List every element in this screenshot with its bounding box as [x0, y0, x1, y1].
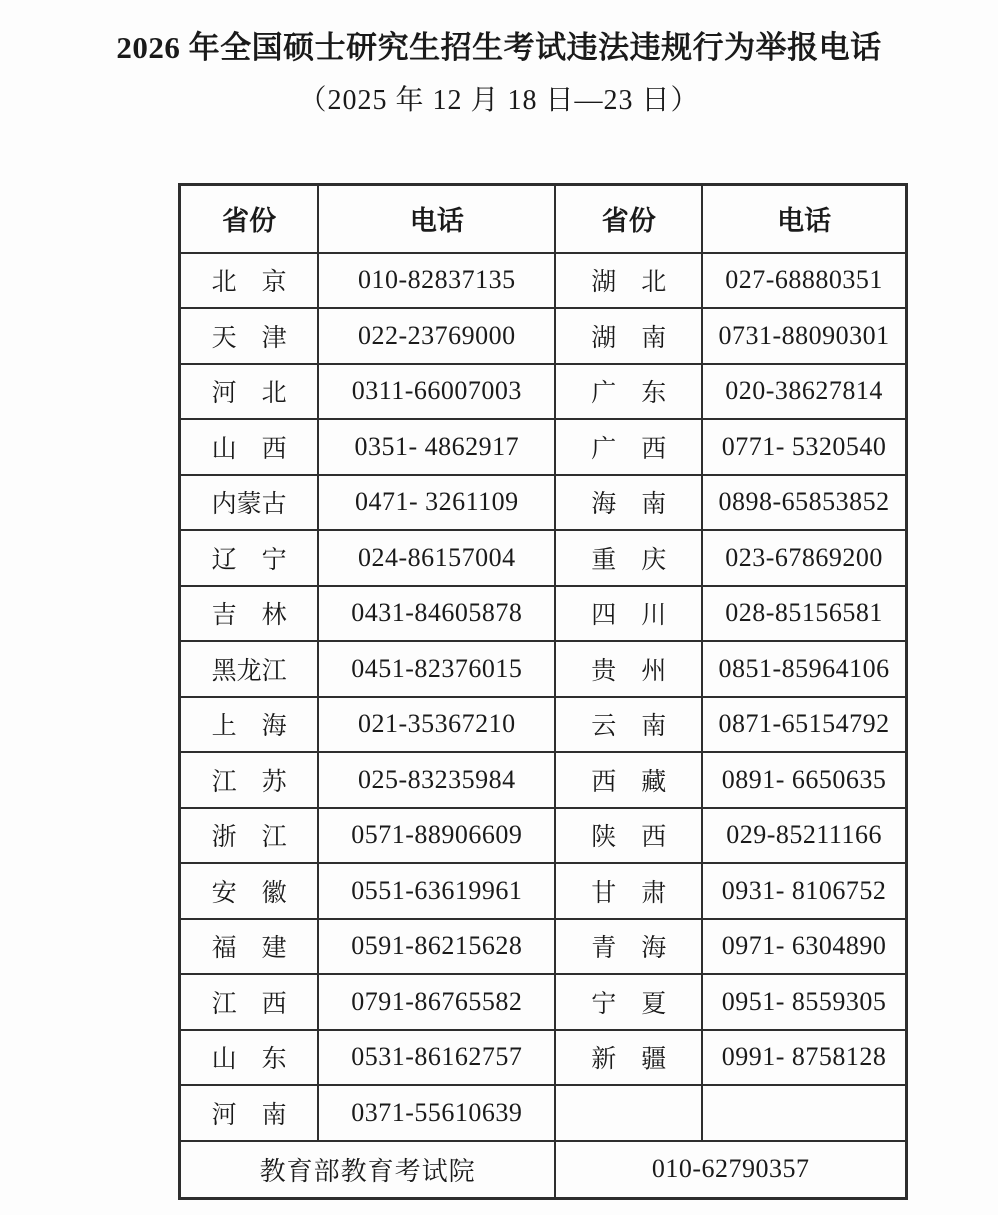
footer-org-cell: 教育部教育考试院	[180, 1141, 556, 1199]
phone-cell: 021-35367210	[318, 697, 555, 753]
phone-cell: 0371-55610639	[318, 1085, 555, 1141]
province-cell: 天 津	[180, 308, 319, 364]
province-cell: 海 南	[555, 475, 702, 531]
page-subtitle: （2025 年 12 月 18 日—23 日）	[298, 85, 700, 116]
phone-cell: 0791-86765582	[318, 974, 555, 1030]
phone-cell: 022-23769000	[318, 308, 555, 364]
province-cell: 湖 南	[555, 308, 702, 364]
province-cell: 河 南	[180, 1085, 319, 1141]
phone-cell: 024-86157004	[318, 530, 555, 586]
table-footer-row	[180, 1141, 907, 1199]
province-cell: 福 建	[180, 919, 319, 975]
province-cell: 新 疆	[555, 1030, 702, 1086]
province-cell: 四 川	[555, 586, 702, 642]
table-row	[180, 586, 907, 642]
phone-cell: 0551-63619961	[318, 863, 555, 919]
header-cell-phone-left: 电话	[318, 185, 555, 253]
page-title: 2026 年全国硕士研究生招生考试违法违规行为举报电话	[116, 30, 882, 65]
province-cell: 宁 夏	[555, 974, 702, 1030]
province-cell: 陕 西	[555, 808, 702, 864]
table-row	[180, 364, 907, 420]
province-cell: 山 东	[180, 1030, 319, 1086]
phone-cell: 0591-86215628	[318, 919, 555, 975]
phone-cell: 0771- 5320540	[702, 419, 906, 475]
province-cell: 西 藏	[555, 752, 702, 808]
province-cell: 江 西	[180, 974, 319, 1030]
phone-cell: 025-83235984	[318, 752, 555, 808]
table-row	[180, 475, 907, 531]
province-cell: 山 西	[180, 419, 319, 475]
phone-cell: 027-68880351	[702, 253, 906, 309]
phone-cell: 029-85211166	[702, 808, 906, 864]
phone-cell: 0931- 8106752	[702, 863, 906, 919]
report-phones-table	[178, 183, 908, 1200]
phone-cell	[702, 1085, 906, 1141]
table-row	[180, 919, 907, 975]
table-body	[180, 253, 907, 1141]
province-cell: 青 海	[555, 919, 702, 975]
table-row	[180, 974, 907, 1030]
province-cell: 云 南	[555, 697, 702, 753]
phone-cell: 0731-88090301	[702, 308, 906, 364]
header-cell-phone-right: 电话	[702, 185, 906, 253]
province-cell: 北 京	[180, 253, 319, 309]
table-row	[180, 253, 907, 309]
phone-cell: 0951- 8559305	[702, 974, 906, 1030]
table-row	[180, 752, 907, 808]
phone-cell: 0311-66007003	[318, 364, 555, 420]
phone-cell: 0851-85964106	[702, 641, 906, 697]
phone-cell: 0571-88906609	[318, 808, 555, 864]
phone-cell: 0991- 8758128	[702, 1030, 906, 1086]
phone-cell: 0531-86162757	[318, 1030, 555, 1086]
table-row	[180, 863, 907, 919]
province-cell: 江 苏	[180, 752, 319, 808]
phone-cell: 028-85156581	[702, 586, 906, 642]
table-row	[180, 808, 907, 864]
province-cell: 辽 宁	[180, 530, 319, 586]
table-row	[180, 1085, 907, 1141]
province-cell: 河 北	[180, 364, 319, 420]
province-cell: 甘 肃	[555, 863, 702, 919]
province-cell: 安 徽	[180, 863, 319, 919]
phone-cell: 023-67869200	[702, 530, 906, 586]
province-cell: 上 海	[180, 697, 319, 753]
table-row	[180, 530, 907, 586]
table-row	[180, 697, 907, 753]
province-cell	[555, 1085, 702, 1141]
table-row	[180, 308, 907, 364]
table-header-row	[180, 185, 907, 253]
province-cell: 重 庆	[555, 530, 702, 586]
province-cell: 湖 北	[555, 253, 702, 309]
province-cell: 广 西	[555, 419, 702, 475]
phone-cell: 0871-65154792	[702, 697, 906, 753]
phone-cell: 0451-82376015	[318, 641, 555, 697]
table-row	[180, 1030, 907, 1086]
province-cell: 内蒙古	[180, 475, 319, 531]
table-container	[178, 183, 908, 1200]
phone-cell: 0891- 6650635	[702, 752, 906, 808]
province-cell: 黑龙江	[180, 641, 319, 697]
header-cell-province-right: 省份	[555, 185, 702, 253]
phone-cell: 0431-84605878	[318, 586, 555, 642]
phone-cell: 010-82837135	[318, 253, 555, 309]
phone-cell: 0971- 6304890	[702, 919, 906, 975]
table-row	[180, 419, 907, 475]
phone-cell: 0471- 3261109	[318, 475, 555, 531]
province-cell: 广 东	[555, 364, 702, 420]
province-cell: 吉 林	[180, 586, 319, 642]
header-cell-province-left: 省份	[180, 185, 319, 253]
phone-cell: 0898-65853852	[702, 475, 906, 531]
phone-cell: 0351- 4862917	[318, 419, 555, 475]
province-cell: 浙 江	[180, 808, 319, 864]
phone-cell: 020-38627814	[702, 364, 906, 420]
province-cell: 贵 州	[555, 641, 702, 697]
table-row	[180, 641, 907, 697]
footer-phone-cell: 010-62790357	[555, 1141, 906, 1199]
